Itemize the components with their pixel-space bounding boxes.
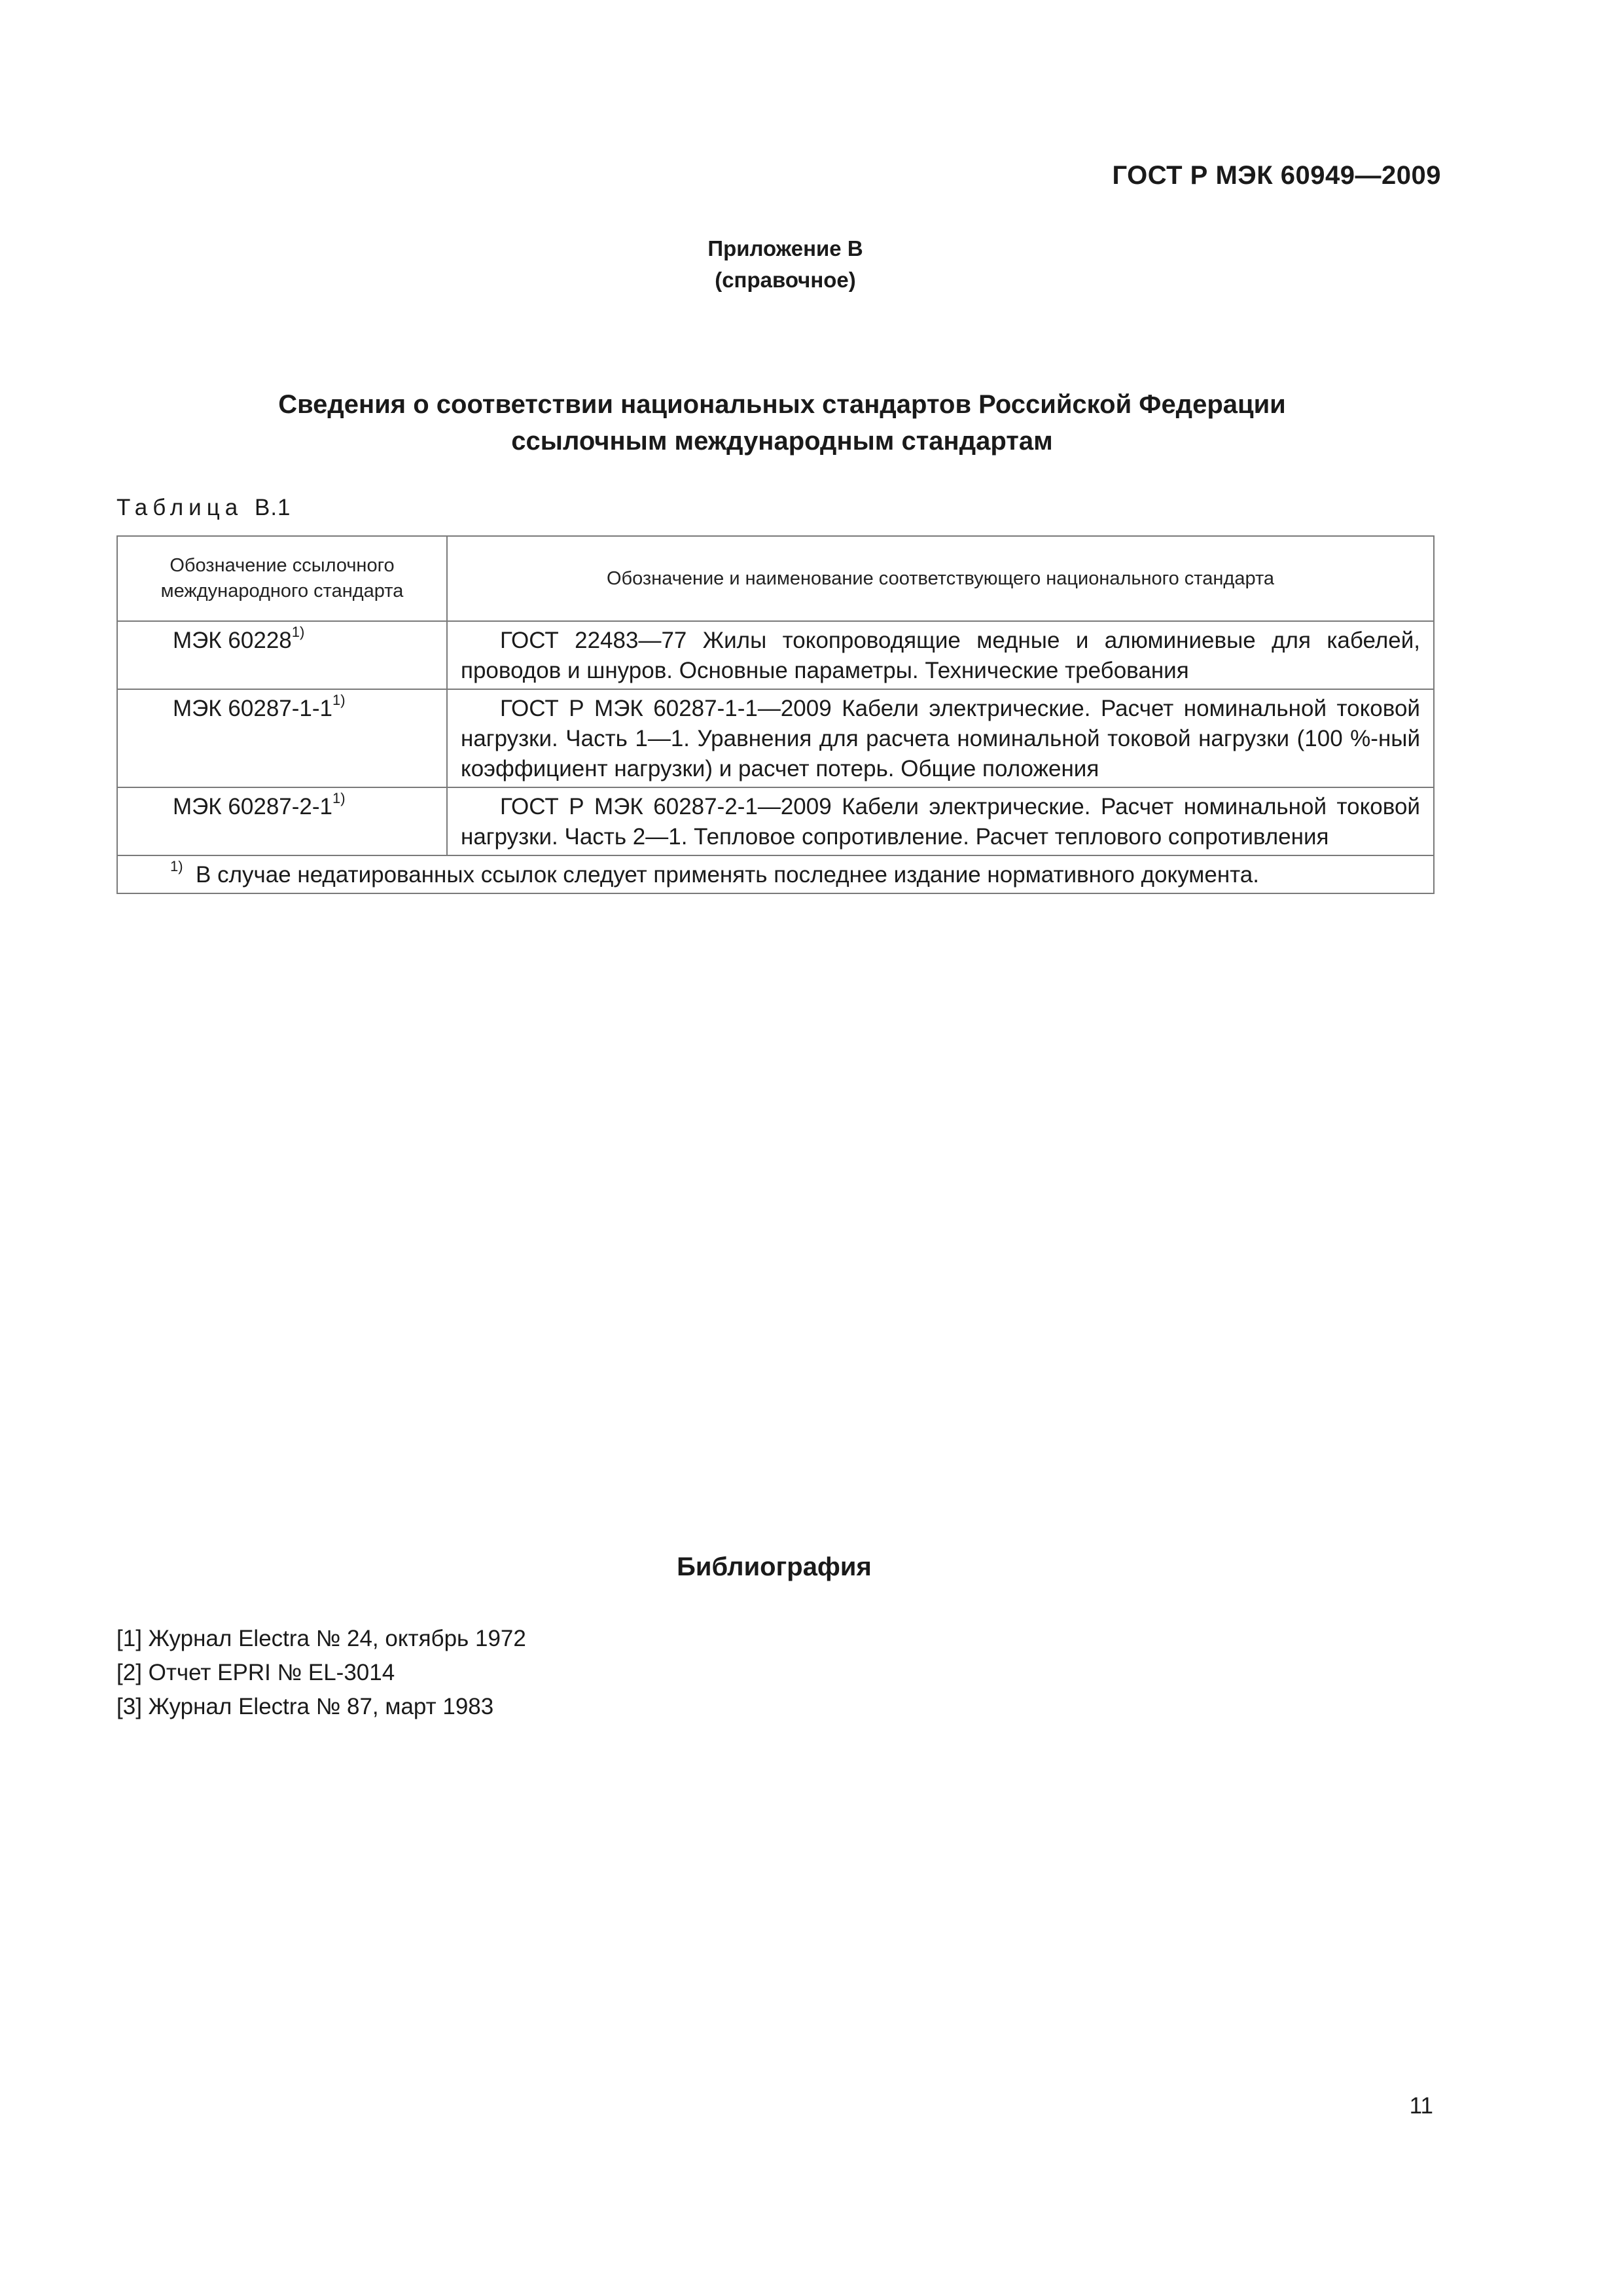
bibliography-list: [116, 1622, 526, 1724]
header-national-standard: Обозначение и наименование соответствующего национального стандарта: [447, 536, 1434, 621]
intl-standard-code: МЭК 60287-1-1: [173, 696, 332, 721]
annex-status: (справочное): [715, 268, 856, 292]
intl-standard-code: МЭК 60287-2-1: [173, 794, 332, 819]
correspondence-table: [116, 535, 1435, 894]
bibliography-item: [1] Журнал Electra № 24, октябрь 1972: [116, 1626, 526, 1651]
national-standard-cell: ГОСТ Р МЭК 60287-2-1—2009 Кабели электрические. Расчет номинальной токовой нагрузки. Часть 2—1. Тепловое сопротивление. Расчет теплового сопротивления: [447, 787, 1434, 855]
intl-standard-cell: [117, 689, 447, 787]
annex-heading: [0, 233, 1571, 296]
intl-standard-cell: [117, 621, 447, 689]
footnote-mark: 1): [332, 692, 346, 709]
national-standard-cell: ГОСТ 22483—77 Жилы токопроводящие медные и алюминиевые для кабелей, проводов и шнуров. Основные параметры. Технические требования: [447, 621, 1434, 689]
footnote-mark: 1): [170, 858, 183, 875]
footnote-text: В случае недатированных ссылок следует применять последнее издание нормативного документа.: [196, 862, 1259, 888]
bibliography-item: [2] Отчет EPRI № EL-3014: [116, 1660, 395, 1685]
table-row: [117, 787, 1434, 855]
page-number: 11: [1409, 2093, 1433, 2119]
table-caption-word: Таблица: [116, 495, 243, 520]
table-row: [117, 621, 1434, 689]
table-caption: [116, 495, 291, 521]
table-header-row: [117, 536, 1434, 621]
document-title-line-2: ссылочным международным стандартам: [511, 427, 1053, 456]
document-title-line-1: Сведения о соответствии национальных стандартов Российской Федерации: [278, 390, 1286, 419]
intl-standard-code: МЭК 60228: [173, 628, 292, 653]
header-intl-standard: Обозначение ссылочного международного стандарта: [117, 536, 447, 621]
footnote-mark: 1): [291, 624, 305, 641]
table-footnote: [117, 855, 1434, 893]
standard-designation: ГОСТ Р МЭК 60949—2009: [1112, 161, 1441, 190]
annex-title: Приложение В: [707, 236, 863, 260]
document-title: [0, 386, 1564, 459]
national-standard-cell: ГОСТ Р МЭК 60287-1-1—2009 Кабели электрические. Расчет номинальной токовой нагрузки. Часть 1—1. Уравнения для расчета номинальной токовой нагрузки (100 %-ный коэффициент нагрузки) и расчет потерь. Общие положения: [447, 689, 1434, 787]
table-row: [117, 689, 1434, 787]
bibliography-title: Библиография: [677, 1552, 872, 1581]
bibliography-item: [3] Журнал Electra № 87, март 1983: [116, 1694, 494, 1719]
footnote-mark: 1): [332, 790, 346, 807]
intl-standard-cell: [117, 787, 447, 855]
table-footnote-row: [117, 855, 1434, 893]
table-caption-number: В.1: [254, 495, 291, 520]
